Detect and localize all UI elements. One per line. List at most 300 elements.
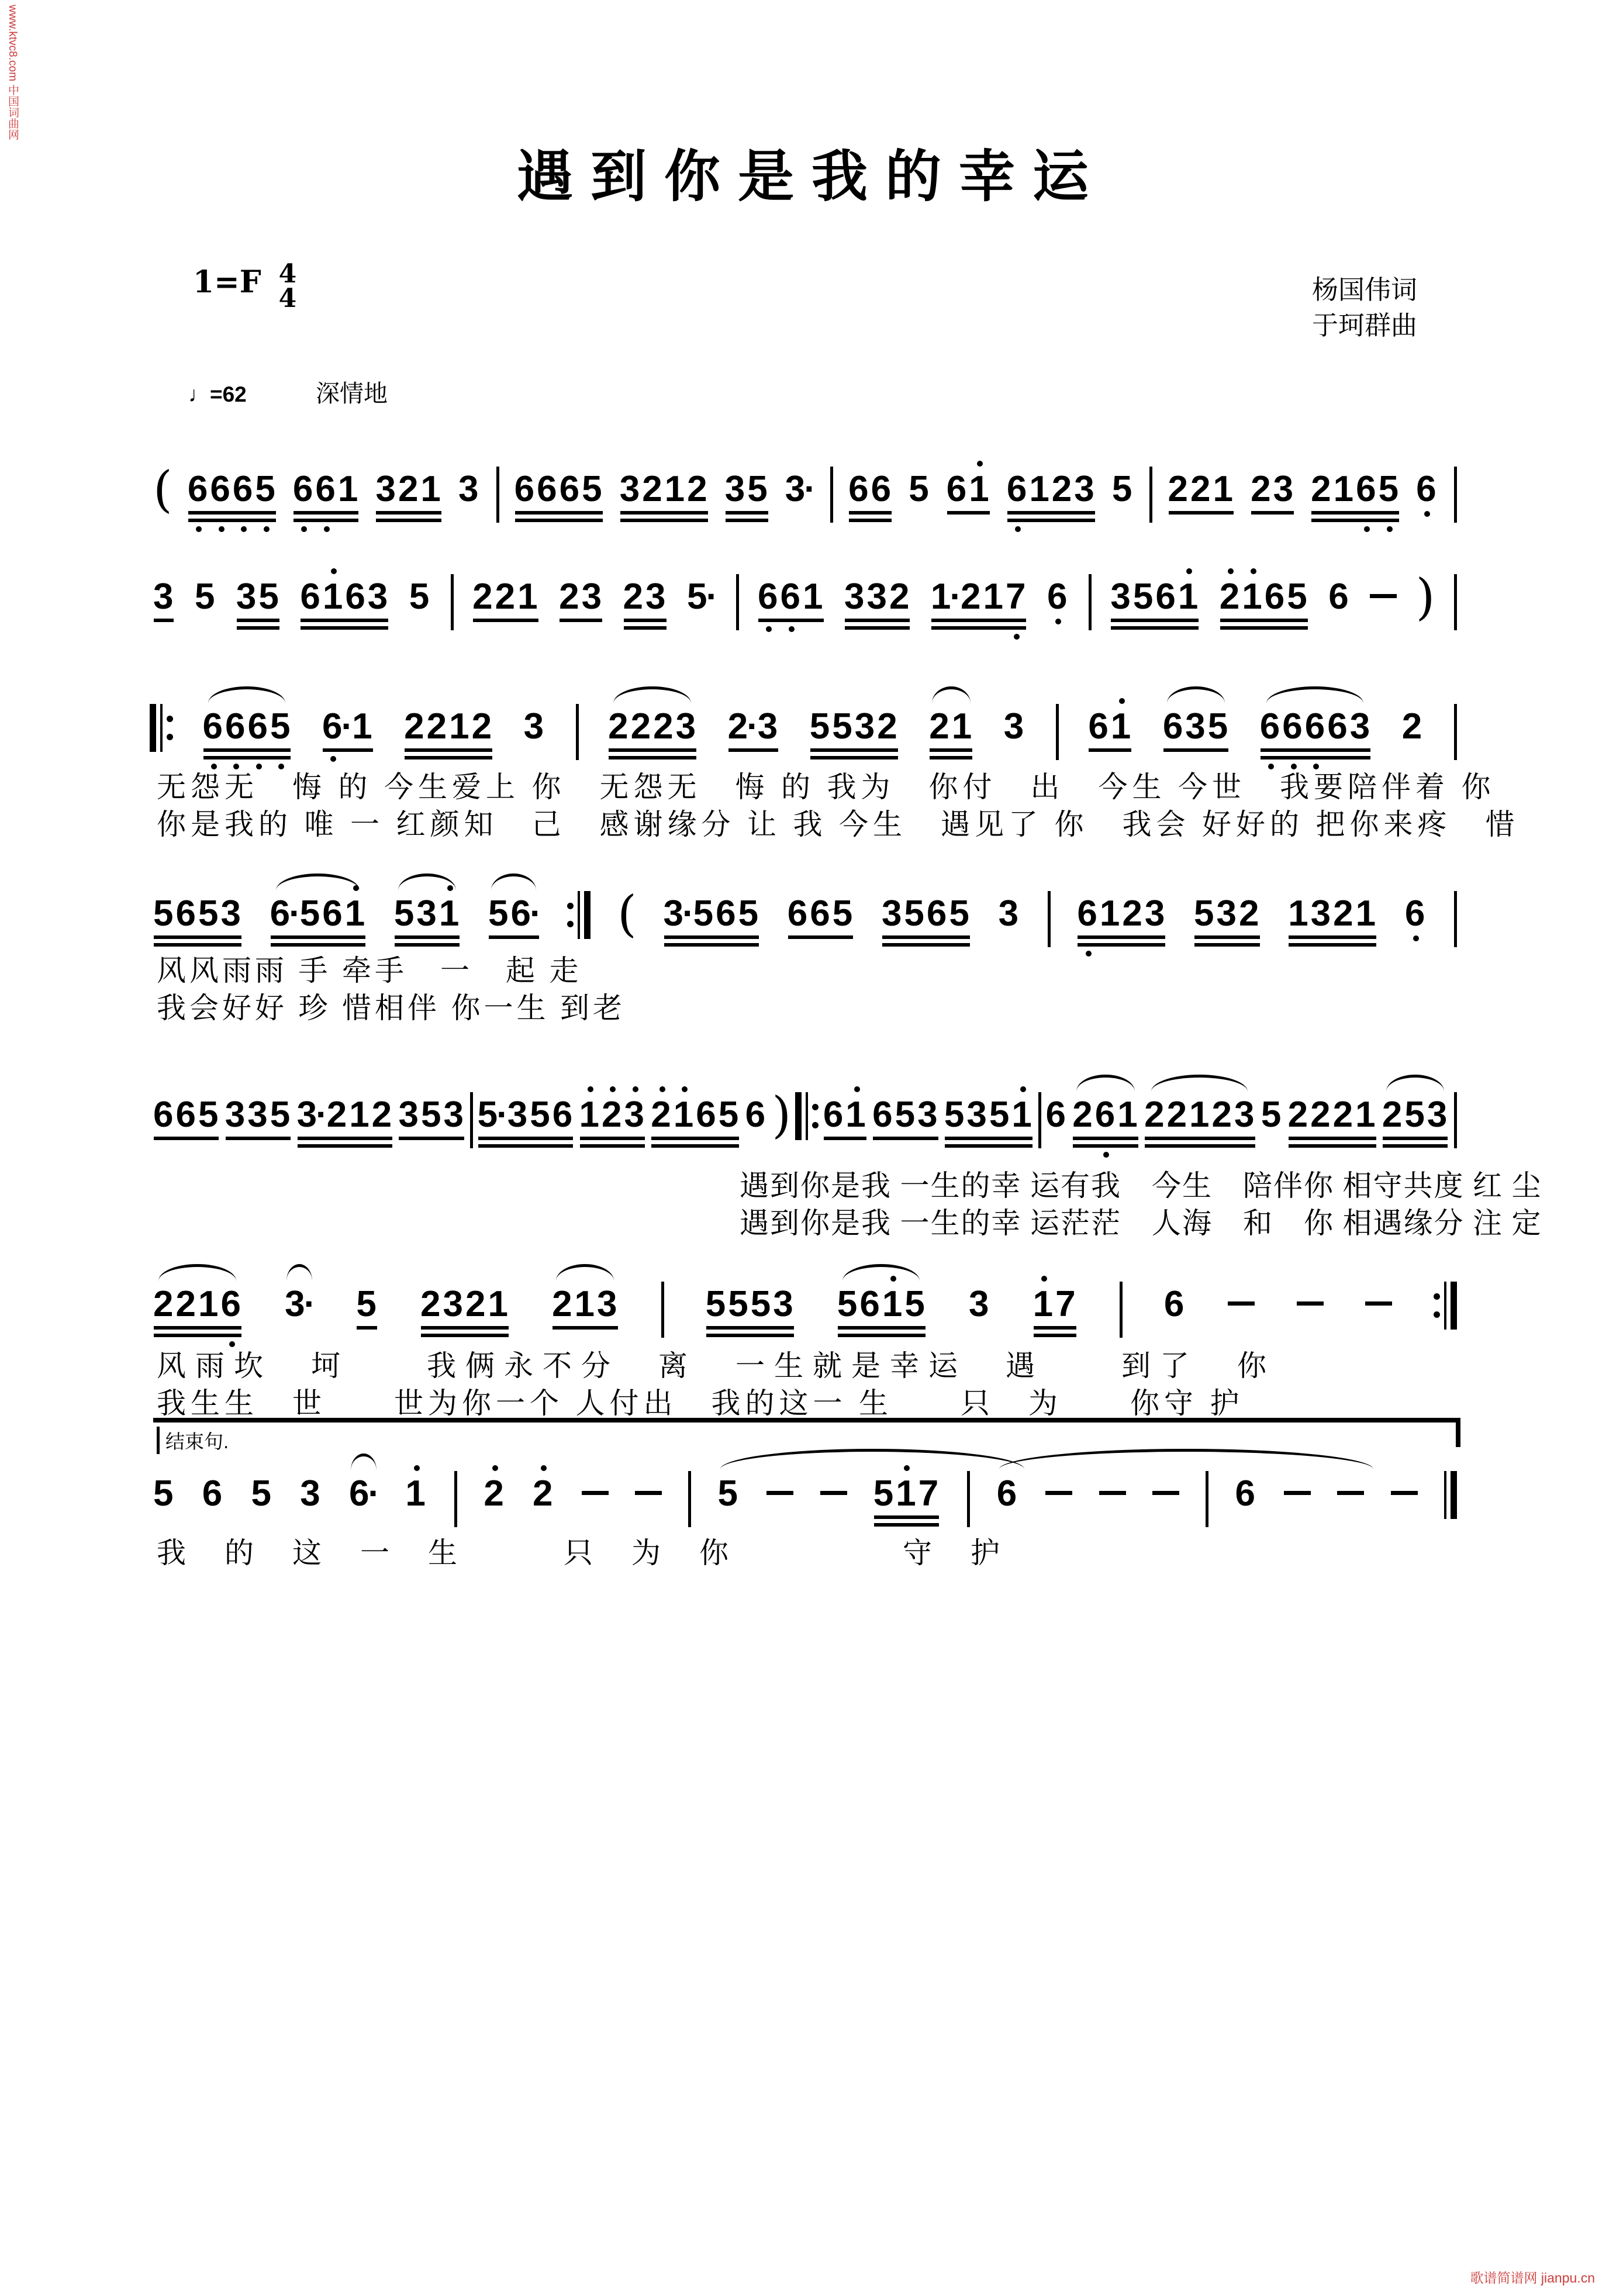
beam-line	[188, 519, 276, 522]
slur-arc	[276, 873, 360, 890]
beam-line	[930, 756, 972, 759]
note-char: 5	[949, 893, 972, 934]
beam-line	[1311, 519, 1399, 522]
note-char: 2	[465, 1284, 488, 1324]
note-char: 6	[758, 579, 780, 615]
note-char: 1	[449, 706, 472, 747]
note-char: 2	[472, 576, 495, 617]
note-char: 5	[832, 893, 855, 934]
note-group	[1110, 576, 1201, 617]
lyric-row: 无怨无 悔 的 今生爱上 你 无怨无 悔 的 我为 你付 出 今生 今世 我要陪伴着 你	[157, 771, 1496, 803]
note-char: 6	[233, 471, 255, 507]
note-char: 1	[345, 896, 367, 932]
beam-line	[1194, 935, 1259, 939]
beam-line	[298, 1144, 393, 1148]
beam-line	[154, 1334, 241, 1337]
note-char: ·	[341, 706, 356, 747]
dash-note	[1228, 1301, 1255, 1306]
note-char: 1	[1111, 709, 1133, 745]
note-char: 2	[1168, 469, 1191, 509]
note-char: 5	[153, 893, 176, 934]
note-char: 2	[1239, 893, 1262, 934]
octave-dot-below	[1014, 634, 1020, 640]
beam-line	[580, 1137, 645, 1140]
meter-denominator: 4	[278, 283, 297, 313]
note-char: 2	[552, 1284, 575, 1324]
note-group	[484, 1473, 506, 1514]
slur-arc	[613, 686, 690, 703]
note-char: 6	[1045, 1095, 1068, 1135]
note-char: 3	[844, 576, 867, 617]
repeat-sign	[567, 891, 591, 939]
beam-line	[1289, 1137, 1376, 1140]
barline	[451, 574, 454, 630]
note-group	[881, 893, 972, 934]
octave-dot-above	[633, 1086, 638, 1092]
note-group	[405, 1473, 428, 1514]
note-group	[188, 471, 278, 507]
note-group	[153, 1097, 220, 1133]
note-group	[559, 576, 605, 617]
note-char: 5	[420, 1095, 444, 1135]
beam-line	[154, 943, 241, 947]
note-char: 3	[624, 1097, 646, 1133]
note-char: 3	[153, 576, 176, 617]
note-char: 3	[416, 893, 439, 934]
beam-line	[931, 626, 1027, 630]
beam-line	[203, 756, 291, 759]
note-char: 6	[248, 709, 270, 745]
note-char: ·	[303, 1284, 319, 1324]
beam-line	[376, 511, 441, 515]
note-char: 6	[315, 471, 337, 507]
beam-line	[651, 1137, 739, 1140]
note-char: 6	[1405, 896, 1427, 932]
note-char: 5	[944, 1095, 967, 1135]
beam-line	[1383, 1144, 1448, 1148]
note-char: 6	[926, 893, 949, 934]
beam-line	[931, 619, 1027, 622]
parenthesis: (	[617, 885, 637, 942]
meter-numerator: 4	[278, 259, 297, 289]
beam-line	[1034, 1326, 1076, 1330]
octave-dot-above	[1020, 1086, 1026, 1092]
beam-line	[421, 1334, 509, 1337]
note-char: 2	[961, 576, 983, 617]
note-char: 3	[300, 1473, 323, 1514]
note-char: 6	[1328, 576, 1351, 617]
note-char: 5	[904, 893, 927, 934]
note-char: 2	[495, 576, 518, 617]
note-char: 6	[823, 1095, 846, 1135]
note-char: 5	[153, 1473, 176, 1514]
barline	[688, 1471, 691, 1527]
note-group	[293, 471, 360, 507]
note-char: 6	[188, 471, 210, 507]
note-char: 6	[1356, 471, 1378, 507]
note-char: 3	[968, 1284, 992, 1324]
note-group	[1416, 471, 1438, 507]
barline	[1120, 1282, 1123, 1338]
note-char: 6	[537, 469, 560, 509]
note-char: 6	[1095, 1097, 1117, 1133]
note-char: 2	[877, 706, 900, 747]
beam-line	[664, 935, 759, 939]
beam-line	[395, 943, 460, 947]
beam-line	[882, 943, 970, 947]
note-char: 6	[872, 1095, 895, 1135]
note-group	[1003, 706, 1027, 747]
note-group	[1077, 893, 1168, 934]
note-char: 3	[1185, 706, 1208, 747]
note-group	[837, 1286, 927, 1323]
note-char: 1	[323, 579, 345, 615]
note-char: 1	[1117, 1095, 1140, 1135]
note-group	[1288, 893, 1379, 934]
note-char: 3	[854, 706, 878, 747]
note-char: 5	[270, 1095, 293, 1135]
barline	[1454, 891, 1457, 947]
beam-line	[552, 1326, 617, 1330]
octave-dot-below	[1103, 1152, 1109, 1158]
note-group	[1288, 1097, 1378, 1133]
dash-note	[1152, 1491, 1179, 1495]
beam-line	[271, 935, 366, 939]
octave-dot-below	[301, 526, 307, 532]
note-group	[1311, 471, 1401, 507]
octave-dot-above	[541, 1465, 547, 1471]
note-char: 6	[1305, 709, 1327, 745]
lyricist-credit: 杨国伟词	[1311, 274, 1417, 305]
beam-line	[1089, 748, 1131, 752]
parenthesis: )	[1415, 568, 1435, 626]
beam-line	[376, 519, 441, 522]
note-char: 3	[507, 1095, 530, 1135]
note-char: 6	[300, 576, 323, 617]
beam-line	[405, 756, 492, 759]
note-char: 3	[757, 706, 781, 747]
beam-line	[478, 1137, 574, 1140]
parenthesis: )	[772, 1086, 792, 1144]
note-char: 2	[602, 1097, 624, 1133]
note-char: 6	[859, 1284, 882, 1324]
beam-line	[405, 748, 492, 752]
octave-dot-above	[1251, 568, 1256, 574]
note-group	[1235, 1473, 1258, 1514]
beam-line	[874, 1523, 939, 1527]
note-char: 6	[510, 893, 534, 934]
note-char: 6	[1282, 709, 1304, 745]
tie-arc	[720, 1449, 1024, 1469]
note-char: ·	[682, 893, 697, 934]
beam-line	[1261, 748, 1370, 752]
note-char: 6	[1077, 896, 1099, 932]
note-char: 2	[1382, 1095, 1405, 1135]
note-group	[1401, 706, 1425, 747]
note-char: 6	[716, 893, 738, 934]
note-char: 7	[1055, 1284, 1078, 1324]
dash-note	[1337, 1491, 1364, 1495]
note-char: 1	[439, 896, 461, 932]
note-char: 2	[651, 1097, 673, 1133]
note-group	[1144, 1097, 1256, 1133]
note-group	[623, 576, 668, 617]
slur-arc	[556, 1264, 614, 1281]
beam-line	[874, 1515, 939, 1519]
barline	[1454, 704, 1457, 760]
note-char: 5	[1207, 706, 1231, 747]
barline	[576, 704, 579, 760]
note-char: 5	[1404, 1095, 1427, 1135]
dash-note	[766, 1491, 793, 1495]
slur-arc	[491, 873, 536, 890]
note-group	[1033, 1286, 1078, 1323]
note-group	[998, 893, 1021, 934]
beam-line	[1073, 1144, 1138, 1148]
lyric-row: 风雨坎 坷 我俩永不分 离 一生就是幸运 遇 到了 你	[157, 1349, 1276, 1382]
note-group	[404, 706, 495, 747]
note-char: 5	[809, 706, 833, 747]
beam-line	[1220, 619, 1308, 622]
beam-line	[515, 511, 603, 515]
note-group	[270, 893, 368, 934]
dash-note	[1045, 1491, 1072, 1495]
note-char: 1	[198, 1284, 221, 1324]
octave-dot-below	[196, 526, 202, 532]
note-char: 5	[1111, 469, 1135, 509]
note-char: 1	[803, 576, 826, 617]
note-group	[823, 1097, 868, 1133]
note-group	[844, 576, 912, 617]
note-group	[929, 706, 975, 747]
note-char: 5	[1194, 893, 1217, 934]
note-char: 6	[225, 709, 247, 745]
repeat-dots	[167, 704, 173, 752]
note-group	[706, 1286, 796, 1323]
note-group	[1112, 471, 1134, 507]
note-char: 3	[1427, 1095, 1450, 1135]
beam-line	[609, 756, 696, 759]
note-char: 3	[1003, 706, 1027, 747]
lyric-row: 你是我的 唯 一 红颜知 己 感谢缘分 让 我 今生 遇见了 你 我会 好好的 把你来疼 惜	[157, 808, 1520, 841]
beam-line	[399, 1137, 464, 1140]
note-char: 5	[895, 1095, 918, 1135]
beam-line	[838, 1334, 926, 1337]
note-char: 3	[917, 1095, 940, 1135]
note-group	[488, 893, 544, 934]
note-char: 6	[175, 893, 198, 934]
lyric-row: 我生生 世 世为你一个 人付出 我的这一 生 只 为 你守 护	[157, 1387, 1244, 1420]
note-char: 6	[946, 469, 969, 509]
note-char: 1	[1033, 1286, 1055, 1323]
octave-dot-below	[264, 526, 270, 532]
beam-line	[478, 1144, 574, 1148]
note-group	[153, 1473, 176, 1514]
beam-line	[1034, 1334, 1076, 1337]
beam-line	[1289, 935, 1376, 939]
barline	[1454, 1092, 1457, 1148]
note-char: 2	[687, 469, 710, 509]
note-group	[1251, 471, 1296, 507]
note-char: 6	[270, 893, 293, 934]
beam-line	[624, 619, 667, 622]
octave-dot-above	[977, 461, 983, 467]
note-char: 6	[1264, 576, 1287, 617]
beam-line	[203, 748, 291, 752]
slur-arc	[1386, 1075, 1444, 1092]
note-char: 2	[559, 576, 582, 617]
note-group	[420, 1286, 510, 1323]
beam-line	[788, 935, 853, 939]
note-char: ·	[949, 576, 965, 617]
note-group	[651, 1097, 741, 1133]
note-group	[472, 576, 540, 617]
song-title: 遇到你是我的幸运	[517, 143, 1106, 209]
note-char: 3	[881, 893, 904, 934]
note-char: ·	[706, 576, 721, 617]
note-char: 6	[514, 469, 537, 509]
note-char: 6	[202, 1473, 225, 1514]
barline	[967, 1471, 970, 1527]
note-group	[1219, 576, 1310, 617]
note-char: 6	[322, 893, 345, 934]
note-char: 1	[1333, 469, 1356, 509]
octave-dot-above	[1041, 1276, 1047, 1282]
note-char: 5	[904, 1284, 927, 1324]
slur-arc	[208, 686, 285, 703]
beam-line	[706, 1334, 794, 1337]
beam-line	[395, 935, 460, 939]
note-char: 3	[285, 1284, 308, 1324]
note-char: 6	[1260, 709, 1282, 745]
note-char: 2	[1251, 469, 1273, 509]
note-group	[478, 1097, 575, 1133]
octave-dot-above	[682, 1086, 688, 1092]
note-char: 6	[810, 893, 833, 934]
note-char: 6	[203, 709, 225, 745]
note-char: 3	[597, 1284, 620, 1324]
octave-dot-above	[1186, 568, 1192, 574]
repeat-dots	[567, 891, 574, 939]
beam-line	[357, 1326, 377, 1330]
note-char: 6	[175, 1095, 198, 1135]
lyric-row: 遇到你是我 一生的幸 运有我 今生 陪伴你 相守共度 红 尘	[740, 1169, 1542, 1202]
beam-line	[609, 748, 696, 752]
note-group	[787, 893, 855, 934]
note-char: 1	[674, 1097, 696, 1133]
note-char: 3	[523, 706, 547, 747]
slur-arc	[158, 1264, 236, 1281]
note-char: 5	[270, 709, 292, 745]
beam-line	[726, 511, 768, 515]
beam-line	[421, 1326, 509, 1330]
octave-dot-below	[1364, 526, 1370, 532]
note-char: 3	[619, 469, 643, 509]
note-group	[785, 469, 819, 509]
beam-line	[154, 935, 241, 939]
repeat-dots	[812, 1092, 819, 1140]
beam-line	[1289, 943, 1376, 947]
beam-line	[237, 626, 279, 630]
note-group	[322, 706, 375, 747]
note-char: 3	[645, 576, 668, 617]
octave-dot-below	[1055, 619, 1061, 624]
note-group	[1164, 1286, 1186, 1323]
barline	[1038, 1092, 1041, 1148]
barline	[1454, 467, 1457, 523]
beam-line	[1289, 1144, 1376, 1148]
beam-line	[1111, 626, 1199, 630]
note-char: 2	[484, 1476, 506, 1512]
dash-note	[1365, 1301, 1392, 1306]
note-char: 2	[420, 1284, 443, 1324]
note-char: ·	[289, 893, 303, 934]
note-char: 3	[866, 576, 889, 617]
note-char: 3	[398, 1095, 421, 1135]
note-char: 5	[909, 469, 931, 509]
note-char: 3	[1349, 706, 1373, 747]
note-char: 6	[345, 576, 368, 617]
note-char: 5	[258, 576, 281, 617]
barline	[1089, 574, 1092, 630]
octave-dot-below	[1015, 526, 1021, 532]
beam-line	[651, 1144, 739, 1148]
note-group	[1047, 576, 1070, 617]
note-char: 7	[918, 1473, 941, 1514]
note-group	[725, 471, 770, 507]
note-char: 3	[1144, 893, 1168, 934]
note-char: 3	[773, 1284, 796, 1324]
note-group	[285, 1284, 319, 1324]
note-char: 1	[882, 1286, 904, 1323]
note-char: 2	[1333, 893, 1356, 934]
barline	[830, 467, 833, 523]
note-char: 5	[1287, 576, 1310, 617]
note-char: 5	[717, 1473, 741, 1514]
barline	[496, 467, 499, 523]
beam-line	[1078, 935, 1165, 939]
note-char: 6	[153, 1095, 176, 1135]
note-char: 2	[153, 1284, 176, 1324]
beam-line	[271, 943, 366, 947]
note-group	[356, 1286, 378, 1323]
note-group	[872, 1097, 940, 1133]
note-char: 2	[653, 706, 676, 747]
note-group	[153, 1286, 243, 1323]
note-group	[1162, 706, 1231, 747]
note-group	[458, 471, 481, 507]
note-char: 5	[356, 1284, 379, 1324]
note-group	[873, 1473, 941, 1514]
note-group	[717, 1473, 741, 1514]
octave-dot-above	[1119, 698, 1125, 704]
note-char: 2	[326, 1095, 350, 1135]
note-char: 6	[1088, 706, 1111, 747]
note-char: 1	[951, 706, 975, 747]
beam-line	[293, 511, 358, 515]
note-group	[300, 1473, 323, 1514]
note-char: 5	[1261, 1095, 1284, 1135]
note-char: 3	[675, 706, 699, 747]
beam-line	[845, 626, 910, 630]
note-char: 6	[559, 469, 582, 509]
note-char: 3	[375, 469, 398, 509]
note-char: 3	[443, 1095, 466, 1135]
note-char: 5	[255, 471, 277, 507]
octave-dot-above	[659, 1086, 665, 1092]
dash-note	[582, 1491, 609, 1495]
note-char: 3	[785, 469, 808, 509]
